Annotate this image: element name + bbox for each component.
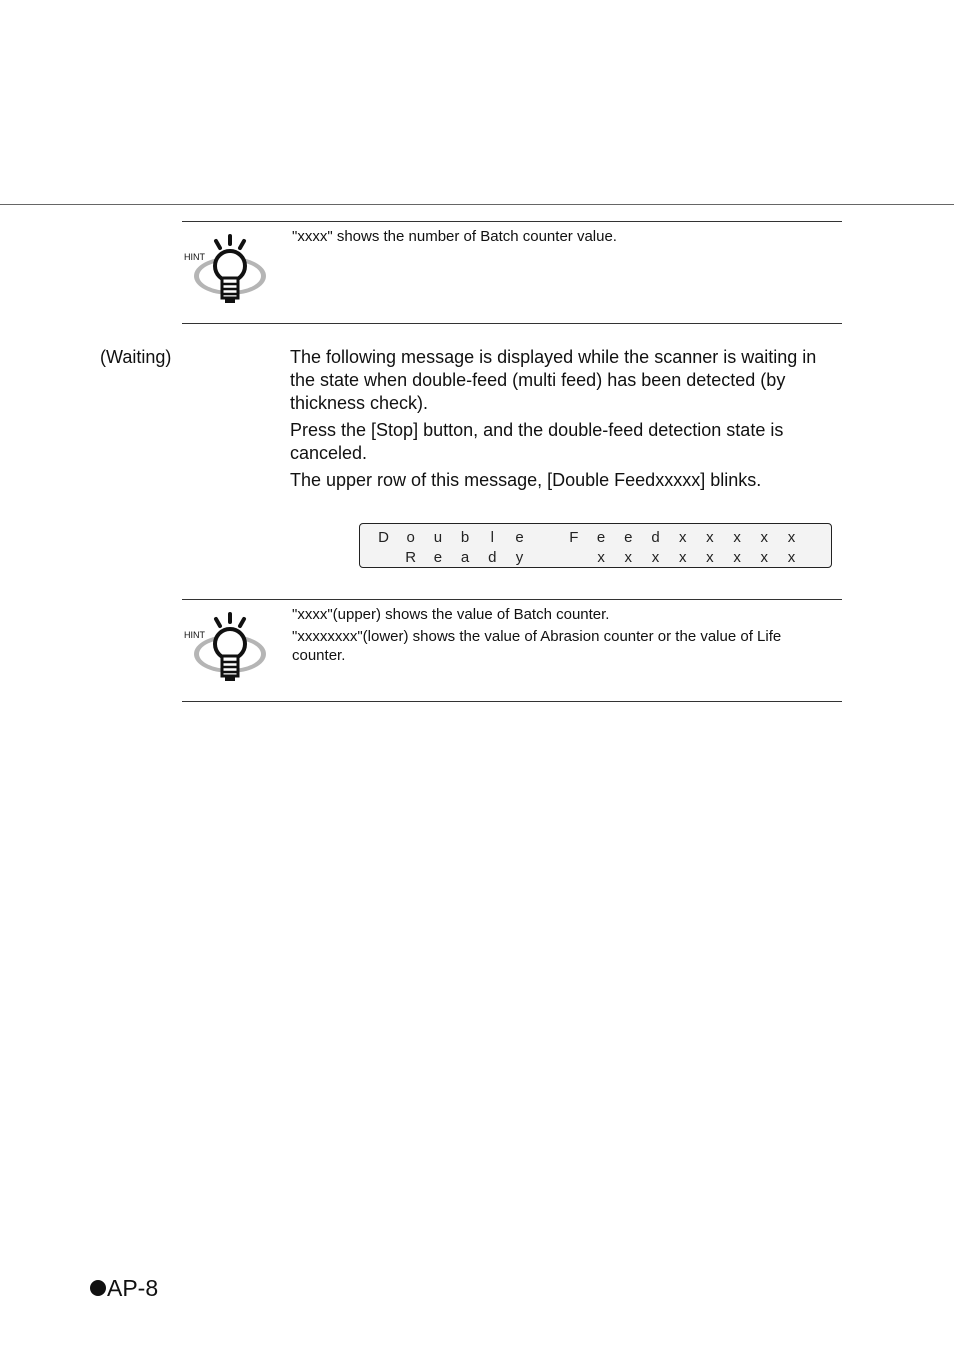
lcd-char: e — [596, 529, 606, 546]
lcd-char: u — [433, 529, 443, 546]
lcd-char: e — [624, 529, 633, 546]
hint-icon-label: HINT — [184, 252, 205, 262]
page-number — [90, 1274, 158, 1302]
section-body — [290, 346, 840, 496]
hint-icon-label: HINT — [184, 630, 205, 640]
lcd-char: e — [515, 529, 524, 546]
lcd-char: x — [678, 529, 687, 546]
bullet-dot-icon — [90, 1280, 106, 1296]
lcd-char: y — [515, 549, 524, 566]
lcd-char: d — [651, 529, 660, 546]
lcd-char: F — [569, 529, 579, 546]
lcd-char: x — [624, 549, 633, 566]
hint-lightbulb-icon — [184, 232, 272, 308]
lcd-char: x — [706, 529, 714, 546]
hint-line: "xxxx" shows the number of Batch counter value. — [292, 228, 617, 245]
lcd-display — [359, 523, 832, 568]
lcd-char: x — [651, 549, 660, 566]
lcd-char: x — [706, 549, 714, 566]
lcd-char: x — [787, 529, 796, 546]
lcd-row-lower — [360, 548, 831, 568]
hint-line: "xxxxxxxx"(lower) shows the value of Abrasion counter or the value of Life counter. — [292, 628, 782, 664]
lcd-char: R — [405, 549, 417, 566]
lcd-char: d — [488, 549, 497, 566]
lcd-char: o — [406, 529, 415, 546]
lcd-char: l — [490, 529, 494, 546]
body-paragraph: The upper row of this message, [Double Feedxxxxx] blinks. — [290, 470, 762, 490]
lcd-char: x — [733, 529, 741, 546]
lcd-char: x — [787, 549, 796, 566]
hint-lightbulb-icon — [184, 610, 272, 686]
header-rule — [0, 204, 954, 205]
section-label: (Waiting) — [100, 347, 172, 367]
lcd-char: x — [678, 549, 687, 566]
hint-text — [292, 227, 832, 249]
lcd-char: e — [433, 549, 443, 566]
lcd-char: x — [760, 549, 769, 566]
body-paragraph: Press the [Stop] button, and the double-feed detection state is canceled. — [290, 420, 784, 463]
page-number-text: AP-8 — [107, 1275, 159, 1301]
hint-box-batch-counter — [182, 221, 842, 324]
lcd-char: b — [460, 529, 470, 546]
lcd-char: x — [760, 529, 769, 546]
lcd-char: x — [597, 549, 605, 566]
lcd-char: D — [378, 529, 389, 546]
lcd-char: x — [733, 549, 741, 566]
lcd-row-upper — [360, 528, 831, 548]
lcd-char: a — [460, 549, 470, 566]
hint-box-counter-values — [182, 599, 842, 702]
hint-text — [292, 605, 832, 668]
body-paragraph: The following message is displayed while the scanner is waiting in the state when double-feed (multi feed) has been detected (by thickness check). — [290, 347, 817, 413]
hint-line: "xxxx"(upper) shows the value of Batch counter. — [292, 606, 610, 623]
